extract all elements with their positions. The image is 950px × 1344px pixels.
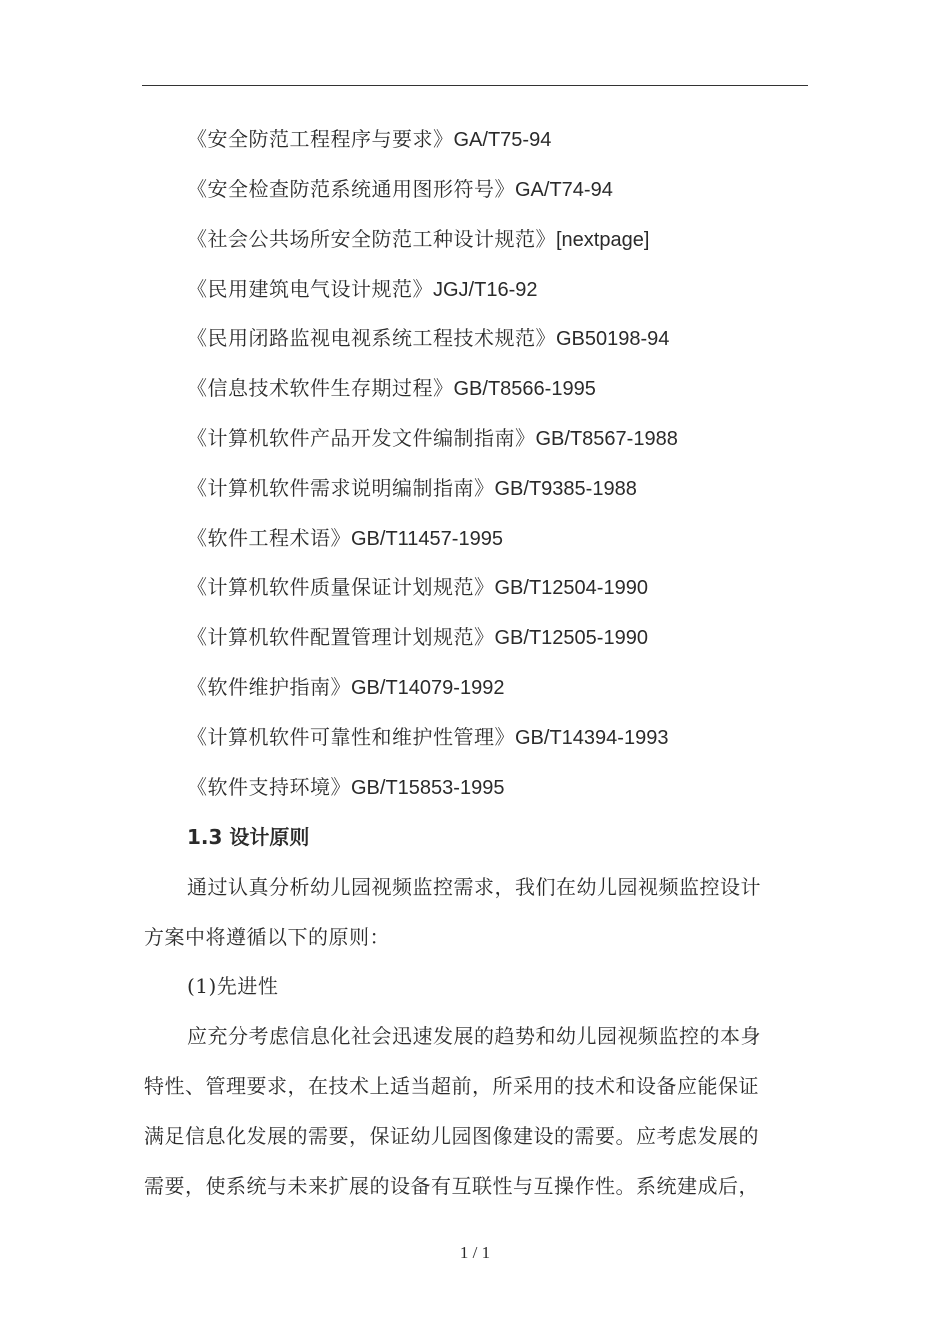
reference-item bbox=[187, 373, 596, 404]
principle-paragraph-line: 需要，使系统与未来扩展的设备有互联性与互操作性。系统建成后， bbox=[144, 1174, 759, 1198]
reference-title: 《计算机软件产品开发文件编制指南》 bbox=[187, 426, 536, 450]
intro-paragraph-line: 通过认真分析幼儿园视频监控需求，我们在幼儿园视频监控设计 bbox=[187, 875, 761, 899]
reference-item bbox=[187, 672, 504, 703]
reference-code: GB/T8567-1988 bbox=[535, 428, 678, 450]
reference-title: 《软件维护指南》 bbox=[187, 675, 351, 699]
reference-item bbox=[187, 323, 669, 354]
reference-code: GB/T15853-1995 bbox=[351, 777, 505, 799]
reference-title: 《信息技术软件生存期过程》 bbox=[187, 376, 454, 400]
reference-title: 《计算机软件质量保证计划规范》 bbox=[187, 575, 495, 599]
principle-paragraph-line: 特性、管理要求，在技术上适当超前，所采用的技术和设备应能保证 bbox=[144, 1074, 759, 1098]
reference-code: GB/T11457-1995 bbox=[351, 528, 503, 550]
reference-title: 《民用闭路监视电视系统工程技术规范》 bbox=[187, 326, 556, 350]
reference-title: 《民用建筑电气设计规范》 bbox=[187, 277, 433, 301]
reference-code: GB/T9385-1988 bbox=[494, 478, 637, 500]
principle-paragraph-line: 满足信息化发展的需要，保证幼儿园图像建设的需要。应考虑发展的 bbox=[144, 1124, 759, 1148]
reference-title: 《计算机软件可靠性和维护性管理》 bbox=[187, 725, 515, 749]
principle-item-label: (1)先进性 bbox=[187, 974, 279, 998]
reference-code: GB/T12505-1990 bbox=[494, 627, 648, 649]
reference-title: 《计算机软件配置管理计划规范》 bbox=[187, 625, 495, 649]
reference-title: 《计算机软件需求说明编制指南》 bbox=[187, 476, 495, 500]
reference-item bbox=[187, 224, 649, 255]
reference-item bbox=[187, 124, 551, 155]
reference-code: GA/T74-94 bbox=[515, 179, 613, 201]
reference-title: 《软件工程术语》 bbox=[187, 526, 351, 550]
reference-code: GB/T14079-1992 bbox=[351, 677, 505, 699]
intro-paragraph-line: 方案中将遵循以下的原则： bbox=[144, 925, 390, 949]
reference-title: 《社会公共场所安全防范工种设计规范》 bbox=[187, 227, 556, 251]
principle-paragraph-line: 应充分考虑信息化社会迅速发展的趋势和幼儿园视频监控的本身 bbox=[187, 1024, 761, 1048]
page-number: 1 / 1 bbox=[459, 1243, 491, 1262]
reference-code: GB/T12504-1990 bbox=[494, 577, 648, 599]
reference-item bbox=[187, 174, 613, 205]
reference-title: 《安全检查防范系统通用图形符号》 bbox=[187, 177, 515, 201]
reference-item bbox=[187, 572, 648, 603]
reference-code: GA/T75-94 bbox=[453, 129, 552, 151]
section-heading: 1.3 设计原则 bbox=[187, 825, 310, 849]
reference-item bbox=[187, 523, 503, 554]
header-rule bbox=[142, 85, 808, 86]
reference-item bbox=[187, 473, 637, 504]
reference-code: JGJ/T16-92 bbox=[433, 279, 538, 301]
reference-item bbox=[187, 622, 648, 653]
reference-title: 《安全防范工程程序与要求》 bbox=[187, 127, 454, 151]
reference-item bbox=[187, 423, 678, 454]
reference-code: GB/T8566-1995 bbox=[453, 378, 596, 400]
reference-item bbox=[187, 274, 537, 305]
reference-code: GB50198-94 bbox=[556, 328, 670, 350]
reference-code: [nextpage] bbox=[556, 229, 650, 251]
reference-code: GB/T14394-1993 bbox=[515, 727, 669, 749]
reference-title: 《软件支持环境》 bbox=[187, 775, 351, 799]
reference-item bbox=[187, 772, 504, 803]
reference-item bbox=[187, 722, 668, 753]
